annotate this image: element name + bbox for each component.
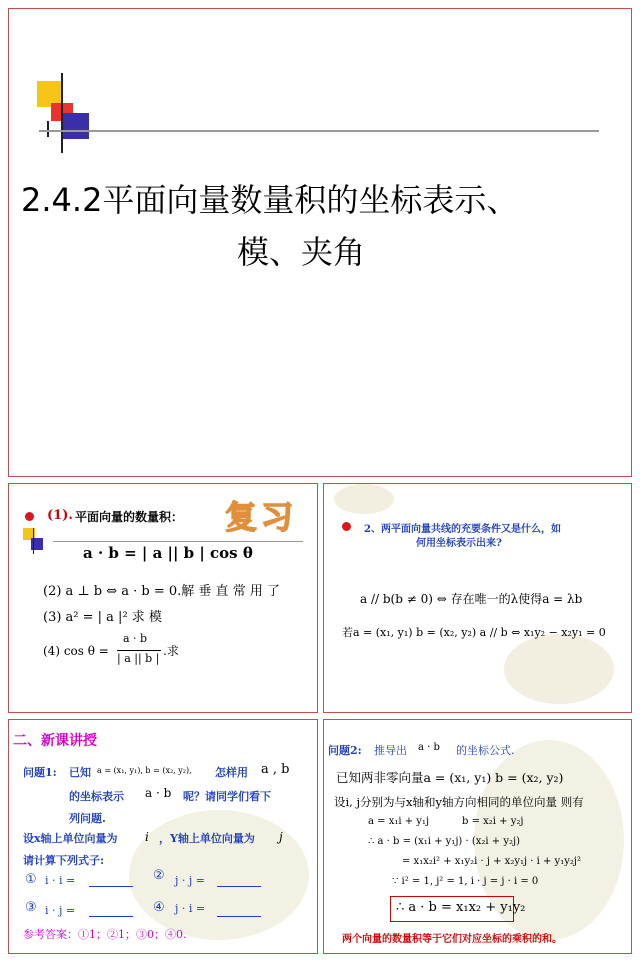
ex4-blank[interactable] bbox=[217, 916, 261, 917]
slide-title-line2: 模、夹角 bbox=[237, 233, 366, 271]
answer-key: 参考答案：①1；②1；③0；④0. bbox=[23, 928, 187, 941]
q1-line2b: a · b bbox=[145, 786, 172, 800]
item4-tail: .求 bbox=[163, 644, 179, 658]
ex2: j · j = bbox=[175, 874, 206, 887]
question-line1: 2、两平面向量共线的充要条件又是什么，如 bbox=[364, 524, 561, 535]
slide-review bbox=[8, 483, 318, 713]
item2: (2) a ⊥ b ⇔ a · b = 0.解 垂 直 常 用 了 bbox=[43, 584, 280, 599]
eq1a: a = x₁i + y₁j bbox=[368, 816, 430, 827]
apple-icon bbox=[25, 512, 34, 521]
section-heading: 二、新课讲授 bbox=[13, 733, 97, 749]
q1-line2c: 呢？请同学们看下 bbox=[183, 790, 271, 803]
q2-ab: a · b bbox=[418, 742, 440, 753]
q1-line3: 列问题. bbox=[69, 812, 106, 825]
ex3-num: ③ bbox=[25, 900, 37, 915]
slide-title bbox=[8, 8, 632, 477]
ex4: j · i = bbox=[175, 902, 206, 915]
ex1-num: ① bbox=[25, 872, 37, 887]
unit-line-b: ，Y轴上单位向量为 bbox=[159, 832, 255, 845]
unit-i: i bbox=[145, 830, 149, 844]
eq4: ∵ i² = 1, j² = 1, i · j = j · i = 0 bbox=[392, 876, 539, 887]
ex4-num: ④ bbox=[153, 900, 165, 915]
title-rule bbox=[39, 130, 599, 132]
unit-j: j bbox=[279, 830, 283, 844]
eq2: ∴ a · b = (x₁i + y₁j) · (x₂i + y₂j) bbox=[368, 836, 521, 847]
item1-text: 平面向量的数量积： bbox=[75, 510, 184, 524]
item4-fraction-bar bbox=[117, 650, 161, 651]
review-stamp: 复习 bbox=[225, 498, 298, 536]
q1-text-b: 怎样用 bbox=[215, 766, 248, 779]
ex3-blank[interactable] bbox=[89, 916, 133, 917]
apple-icon bbox=[342, 522, 351, 531]
slide-derivation bbox=[323, 719, 632, 954]
q2-text-b: 的坐标公式. bbox=[456, 744, 515, 757]
calc-line: 请计算下列式子: bbox=[23, 854, 105, 867]
eq3: = x₁x₂i² + x₁y₂i · j + x₂y₁j · i + y₁y₂j² bbox=[402, 856, 581, 867]
item1-label: (1). bbox=[47, 508, 73, 523]
item4-numerator: a · b bbox=[123, 632, 148, 645]
q2-label: 问题2: bbox=[328, 744, 362, 757]
item4-denominator: | a || b | bbox=[117, 652, 160, 665]
slide-collinear bbox=[323, 483, 632, 713]
ex1: i · i = bbox=[45, 874, 76, 887]
ex2-blank[interactable] bbox=[217, 886, 261, 887]
conclusion: 两个向量的数量积等于它们对应坐标的乘积的和。 bbox=[342, 934, 562, 945]
q1-ab: a , b bbox=[261, 762, 290, 777]
question-line2: 何用坐标表示出来? bbox=[416, 538, 502, 549]
q1-text-a: 已知 bbox=[69, 766, 91, 779]
leaf-decoration bbox=[334, 484, 394, 514]
item3: (3) a² = | a |² 求 模 bbox=[43, 610, 162, 625]
unit-line-a: 设x轴上单位向量为 bbox=[23, 832, 118, 845]
q1-line2a: 的坐标表示 bbox=[69, 790, 124, 803]
slide-title-line1: 2.4.2平面向量数量积的坐标表示、 bbox=[21, 181, 519, 219]
ex3: i · j = bbox=[45, 904, 76, 917]
q2-text-a: 推导出 bbox=[374, 744, 407, 757]
slide-new-lesson bbox=[8, 719, 318, 954]
logo-decoration bbox=[37, 73, 107, 153]
review-rule bbox=[53, 541, 303, 542]
q1-vectors: a = (x₁, y₁), b = (x₂, y₂), bbox=[97, 766, 192, 775]
known-vectors: 已知两非零向量a = (x₁, y₁) b = (x₂, y₂) bbox=[336, 770, 564, 785]
result-formula: ∴ a · b = x₁x₂ + y₁y₂ bbox=[396, 900, 526, 915]
unit-vectors: 设i, j分别为与x轴和y轴方向相同的单位向量 则有 bbox=[334, 795, 584, 809]
ex2-num: ② bbox=[153, 868, 165, 883]
collinear-line1: a // b(b ≠ 0) ⇔ 存在唯一的λ使得a = λb bbox=[360, 592, 583, 606]
collinear-line2: 若a = (x₁, y₁) b = (x₂, y₂) a // b ⇔ x₁y₂ − x₂y₁ = 0 bbox=[342, 626, 606, 639]
eq1b: b = x₂i + y₂j bbox=[462, 816, 524, 827]
q1-label: 问题1: bbox=[23, 766, 57, 779]
formula-main: a · b = | a || b | cos θ bbox=[83, 544, 253, 562]
logo-small-decoration bbox=[23, 528, 55, 554]
leaf-decoration bbox=[504, 634, 614, 704]
item4-label: (4) cos θ = bbox=[43, 644, 109, 658]
ex1-blank[interactable] bbox=[89, 886, 133, 887]
